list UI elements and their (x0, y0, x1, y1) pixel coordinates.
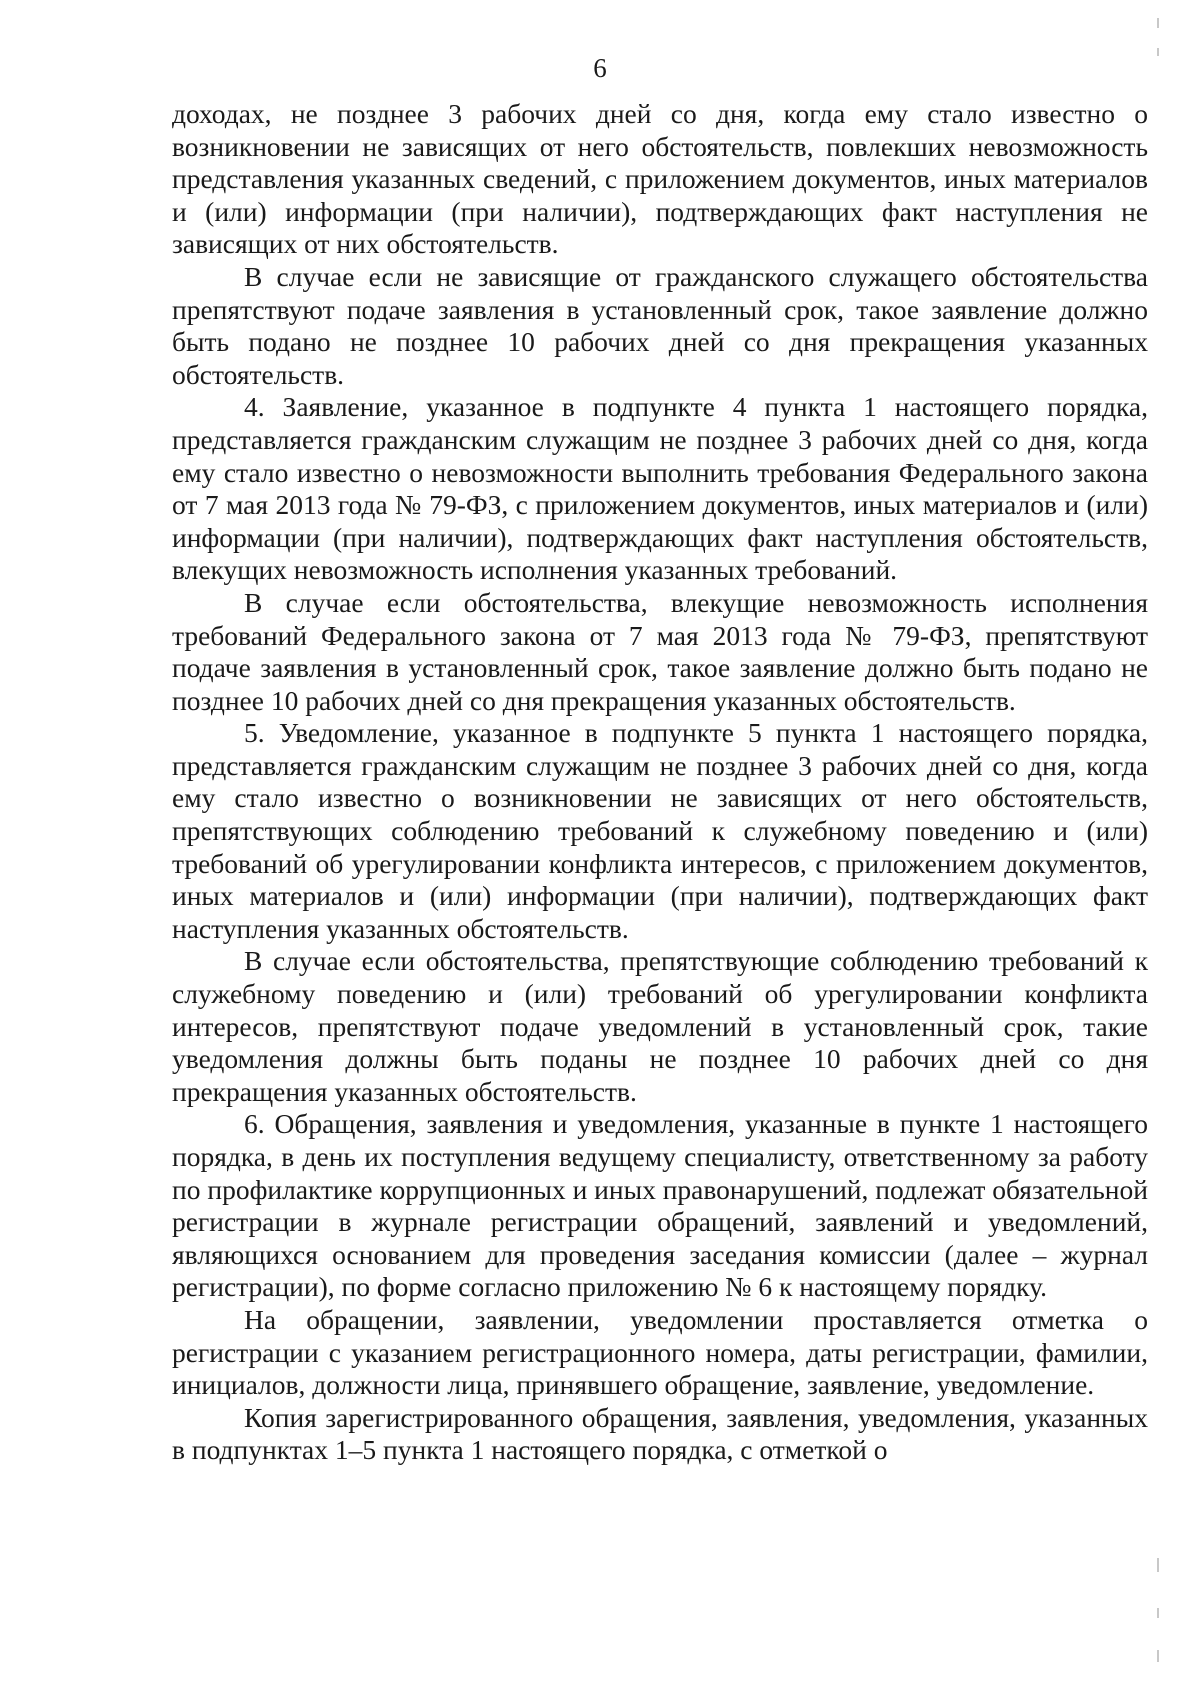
paragraph-item-4-deadline: В случае если обстоятельства, влекущие невозможность исполнения требований Федерального закона от 7 мая 2013 года № 79-ФЗ, препятствуют подаче заявления в установленный срок, такое заявление должно быть подано не позднее 10 рабочих дней со дня прекращения указанных обстоятельств. (172, 586, 1148, 716)
paragraph-registration-mark: На обращении, заявлении, уведомлении проставляется отметка о регистрации с указанием регистрационного номера, даты регистрации, фамилии, инициалов, должности лица, принявшего обращение, заявление, уведомление. (172, 1303, 1148, 1401)
page-number: 6 (593, 53, 607, 83)
paragraph-income-continuation: доходах, не позднее 3 рабочих дней со дня, когда ему стало известно о возникновении не зависящих от него обстоятельств, повлекших невозможность представления указанных сведений, с приложением документов, иных материалов и (или) информации (при наличии), подтверждающих факт наступления не зависящих от них обстоятельств. (172, 98, 1148, 260)
scan-edge-mark (1157, 18, 1159, 28)
paragraph-item-5-deadline: В случае если обстоятельства, препятствующие соблюдению требований к служебному поведению и (или) требований об урегулировании конфликта интересов, препятствуют подаче уведомлений в установленный срок, такие уведомления должны быть поданы не позднее 10 рабочих дней со дня прекращения указанных обстоятельств. (172, 945, 1148, 1107)
paragraph-item-6: 6. Обращения, заявления и уведомления, указанные в пункте 1 настоящего порядка, в день их поступления ведущему специалисту, ответственному за работу по профилактике коррупционных и иных правонарушений, подлежат обязательной регистрации в журнале регистрации обращений, заявлений и уведомлений, являющихся основанием для проведения заседания комиссии (далее – журнал регистрации), по форме согласно приложению № 6 к настоящему порядку. (172, 1108, 1148, 1303)
scan-edge-mark (1157, 1558, 1159, 1572)
scan-edge-mark (1157, 1650, 1159, 1662)
document-body (172, 98, 1148, 1467)
scan-edge-mark (1157, 1608, 1159, 1618)
paragraph-application-deadline: В случае если не зависящие от гражданского служащего обстоятельства препятствуют подаче заявления в установленный срок, такое заявление должно быть подано не позднее 10 рабочих дней со дня прекращения указанных обстоятельств. (172, 260, 1148, 390)
paragraph-item-5: 5. Уведомление, указанное в подпункте 5 пункта 1 настоящего порядка, представляется гражданским служащим не позднее 3 рабочих дней со дня, когда ему стало известно о возникновении не зависящих от него обстоятельств, препятствующих соблюдению требований к служебному поведению и (или) требований об урегулировании конфликта интересов, с приложением документов, иных материалов и (или) информации (при наличии), подтверждающих факт наступления указанных обстоятельств. (172, 717, 1148, 944)
paragraph-registered-copy: Копия зарегистрированного обращения, заявления, уведомления, указанных в подпунктах 1–5 пункта 1 настоящего порядка, с отметкой о (172, 1401, 1148, 1466)
paragraph-item-4: 4. Заявление, указанное в подпункте 4 пункта 1 настоящего порядка, представляется гражданским служащим не позднее 3 рабочих дней со дня, когда ему стало известно о невозможности выполнить требования Федерального закона от 7 мая 2013 года № 79-ФЗ, с приложением документов, иных материалов и (или) информации (при наличии), подтверждающих факт наступления обстоятельств, влекущих невозможность исполнения указанных требований. (172, 391, 1148, 586)
scan-edge-mark (1157, 48, 1159, 56)
